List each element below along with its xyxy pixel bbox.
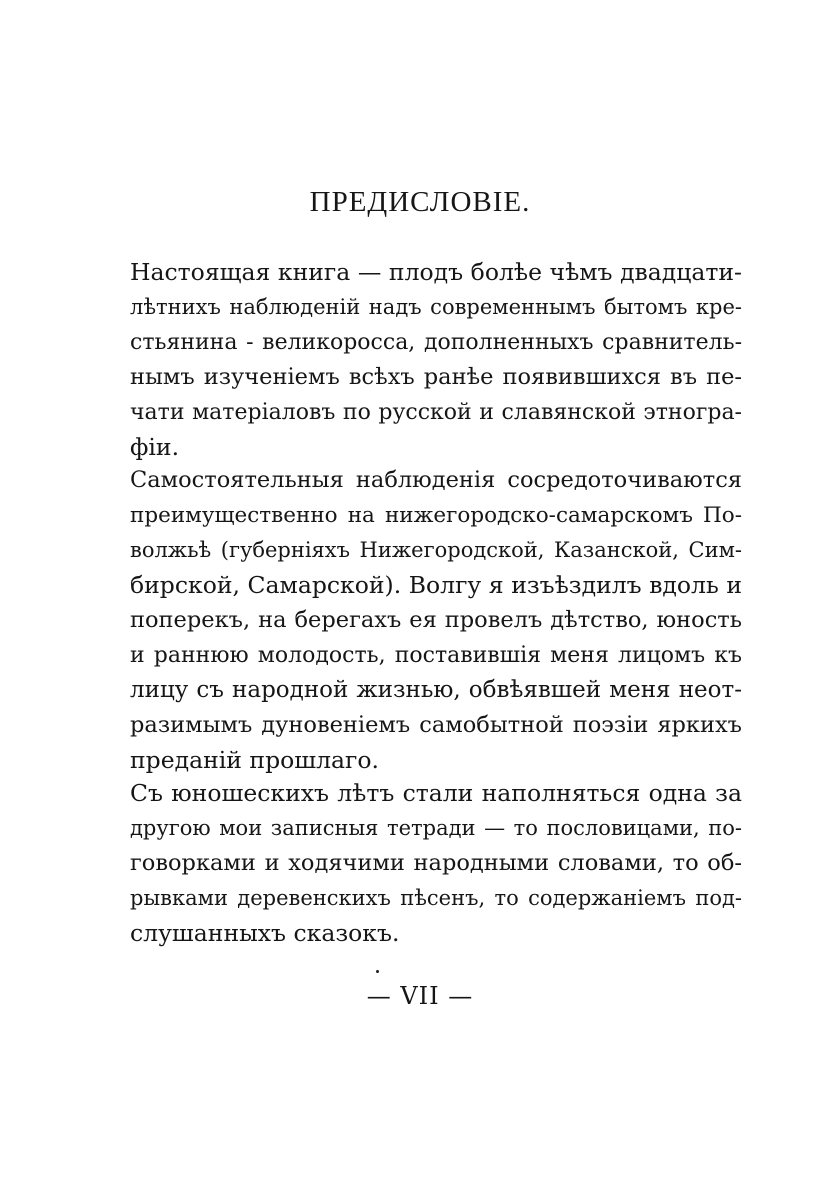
text-line: Самостоятельныя наблюденія сосредоточиваются <box>130 467 742 493</box>
text-line: лѣтнихъ наблюденій надъ современнымъ бытомъ кре- <box>130 295 742 319</box>
text-line: фіи. <box>130 433 180 461</box>
paragraph-1 <box>130 255 742 465</box>
text-line: говорками и ходячими народными словами, то об- <box>130 850 742 876</box>
text-line: Съ юношескихъ лѣтъ стали наполняться одна за <box>130 779 742 807</box>
page-title: ПРЕДИСЛОВІЕ. <box>309 186 531 218</box>
paragraph-3 <box>130 776 742 951</box>
text-line: волжьѣ (губерніяхъ Нижегородской, Казанской, Сим- <box>130 538 742 562</box>
text-line: нымъ изученіемъ всѣхъ ранѣе появившихся въ пе- <box>130 364 742 390</box>
text-line: поперекъ, на берегахъ ея провелъ дѣтство, юность <box>130 607 742 633</box>
text-line: разимымъ дуновеніемъ самобытной поэзіи яркихъ <box>130 712 742 738</box>
text-line: бирской, Самарской). Волгу я изъѣздилъ вдоль и <box>130 571 742 599</box>
text-line: лицу съ народной жизнью, обвѣявшей меня неот- <box>130 677 742 703</box>
text-line: рывками деревенскихъ пѣсенъ, то содержаніемъ под- <box>130 886 742 910</box>
text-line: стьянина - великоросса, дополненныхъ сравнитель- <box>130 330 742 355</box>
page-number: — VII — <box>366 982 474 1010</box>
text-line: и раннюю молодость, поставившія меня лицомъ къ <box>130 643 742 668</box>
text-line: чати матеріаловъ по русской и славянской этногра- <box>130 400 742 425</box>
text-line: преданій прошлаго. <box>130 746 379 774</box>
text-line: слушанныхъ сказокъ. <box>130 919 400 947</box>
text-line: преимущественно на нижегородско-самарскомъ По- <box>130 503 742 528</box>
text-line: Настоящая книга — плодъ болѣе чѣмъ двадцати- <box>130 258 742 286</box>
text-line: другою мои записныя тетради — то пословицами, по- <box>130 816 742 840</box>
print-speck <box>376 970 379 973</box>
paragraph-2 <box>130 463 742 778</box>
